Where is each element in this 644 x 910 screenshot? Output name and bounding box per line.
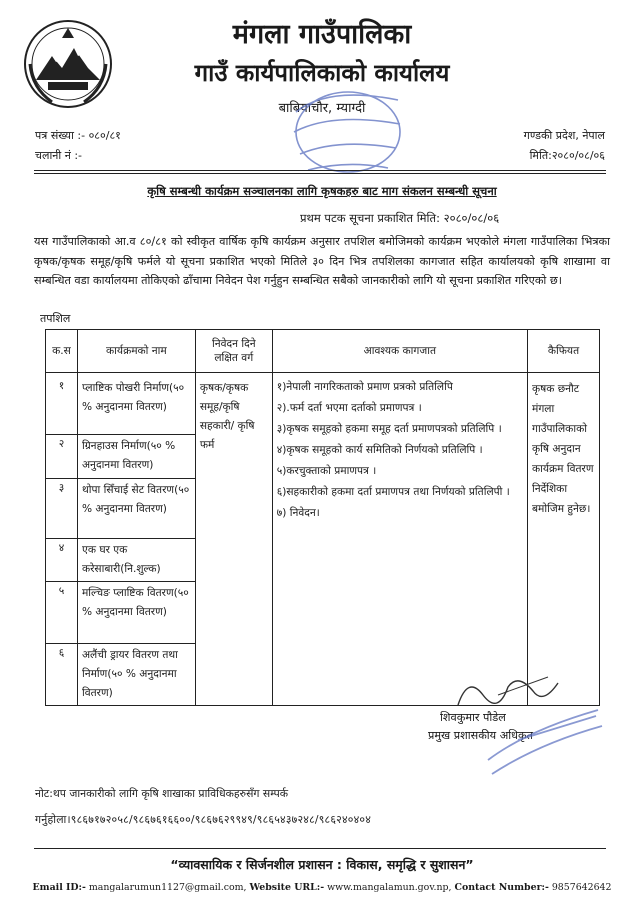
header-serial: क.स: [46, 330, 78, 373]
email-label: Email ID:-: [32, 882, 86, 893]
target-group-cell: कृषक/कृषक समूह/कृषि सहकारी/ कृषि फर्म: [195, 373, 272, 706]
contact-label: Contact Number:-: [454, 882, 549, 893]
row-serial: २: [46, 435, 78, 479]
row-serial: ५: [46, 582, 78, 644]
remarks-cell: कृषक छनौट मंगला गाउँपालिकाको कृषि अनुदान कार्यक्रम वितरण निर्देशिका बमोजिम हुनेछ।: [527, 373, 599, 706]
row-program-name: थोपा सिँचाई सेट वितरण(५० % अनुदानमा वितरण): [77, 479, 195, 539]
footer-note: नोट:थप जानकारीको लागि कृषि शाखाका प्राविधिकहरुसँग सम्पर्क: [35, 787, 289, 800]
row-program-name: प्लाष्टिक पोखरी निर्माण(५० % अनुदानमा वितरण): [77, 373, 195, 435]
document-item: ७) निवेदन।: [276, 507, 320, 519]
row-serial: ६: [46, 644, 78, 706]
document-item: ३)कृषक समूहको हकमा समूह दर्ता प्रमाणपत्रको प्रतिलिपि ।: [276, 423, 502, 435]
table-caption: तपशिल: [40, 312, 71, 325]
slogan: “व्यावसायिक र सिर्जनशील प्रशासन : विकास, समृद्धि र सुशासन”: [170, 857, 474, 872]
table-header-row: [46, 330, 600, 373]
website-url[interactable]: www.mangalamun.gov.np,: [327, 882, 452, 893]
office-seal-stamp-icon: [288, 82, 406, 178]
row-program-name: एक घर एक करेसाबारी(नि.शुल्क): [77, 539, 195, 582]
first-published-date: प्रथम पटक सूचना प्रकाशित मिति: २०८०/०८/०६: [300, 211, 500, 225]
document-item: २).फर्म दर्ता भएमा दर्ताको प्रमाणपत्र ।: [276, 402, 422, 414]
header-required-documents: आवश्यक कागजात: [272, 330, 527, 373]
row-program-name: अलैंची ड्रायर वितरण तथा निर्माण(५० % अनुदानमा वितरण): [77, 644, 195, 706]
header-remarks: कैफियत: [527, 330, 599, 373]
row-serial: १: [46, 373, 78, 435]
email-address[interactable]: mangalarumun1127@gmail.com,: [88, 882, 247, 893]
header-target-group: निवेदन दिने लक्षित वर्ग: [195, 330, 272, 373]
signatory-name: शिवकुमार पौडेल: [440, 711, 506, 724]
notice-body: यस गाउँपालिकाको आ.व ८०/८१ को स्वीकृत वार्षिक कृषि कार्यक्रम अनुसार तपशिल बमोजिमको कार्यक्रम भएकोले मंगला गाउँपालिका भित्रका कृषक/कृषक समूह/कृषि फर्मले यो सूचना प्रकाशित भएको मितिले ३० दिन भित्र तपशिलका कागजात सहित कार्यालयको कृषि शाखामा वा सम्बन्धित वडा कार्यालयमा तोकिएको ढाँचामा निवेदन पेश गर्नुहुन सम्बन्धित सबैको जानकारीको लागि यो सूचना प्रकाशित गरिएको छ।: [34, 235, 610, 287]
header-divider-secondary: [34, 173, 606, 174]
row-serial: ४: [46, 539, 78, 582]
dispatch-number: चलानी नं :-: [35, 149, 83, 162]
row-program-name: ग्रिनहाउस निर्माण(५० % अनुदानमा वितरण): [77, 435, 195, 479]
contact-number: 9857642642: [551, 882, 612, 893]
documents-cell: [272, 373, 527, 706]
document-item: ५)करचुक्ताको प्रमाणपत्र ।: [276, 465, 377, 477]
officer-stamp-icon: [478, 700, 608, 780]
province: गण्डकी प्रदेश, नेपाल: [523, 129, 605, 142]
signatory-title: प्रमुख प्रशासकीय अधिकृत: [428, 729, 534, 742]
org-name: मंगला गाउँपालिका: [232, 19, 412, 50]
office-address: बाबियाचौर, म्याग्दी: [278, 101, 366, 116]
programs-table: [45, 329, 600, 706]
row-serial: ३: [46, 479, 78, 539]
reference-number: पत्र संख्या :- ०८०/८१: [35, 129, 121, 142]
footer-divider: [34, 848, 606, 849]
contact-numbers: गर्नुहोला।९८६७१७२०५८/९८६७६१६६००/९८६७६२९९४९/९८६५४३७२४८/९८६२४०४०४: [35, 813, 372, 826]
notice-subject: कृषि सम्बन्धी कार्यक्रम सञ्चालनका लागि कृषकहरु बाट माग संकलन सम्बन्धी सूचना: [147, 184, 497, 198]
footer-contact-bar: [0, 882, 644, 893]
table-row: [46, 373, 600, 435]
document-item: ६)सहकारीको हकमा दर्ता प्रमाणपत्र तथा निर्णयको प्रतिलिपी ।: [276, 486, 510, 498]
row-program-name: मल्चिङ प्लाष्टिक वितरण(५० % अनुदानमा वितरण): [77, 582, 195, 644]
document-item: १)नेपाली नागरिकताको प्रमाण प्रत्रको प्रतिलिपि: [276, 381, 453, 393]
header-program-name: कार्यक्रमको नाम: [77, 330, 195, 373]
issue-date: मिति:२०८०/०८/०६: [529, 149, 605, 162]
document-item: ४)कृषक समूहको कार्य समितिको निर्णयको प्रतिलिपि ।: [276, 444, 483, 456]
website-label: Website URL:-: [249, 882, 325, 893]
header-divider: [34, 170, 606, 171]
office-name: गाउँ कार्यपालिकाको कार्यालय: [194, 59, 450, 87]
